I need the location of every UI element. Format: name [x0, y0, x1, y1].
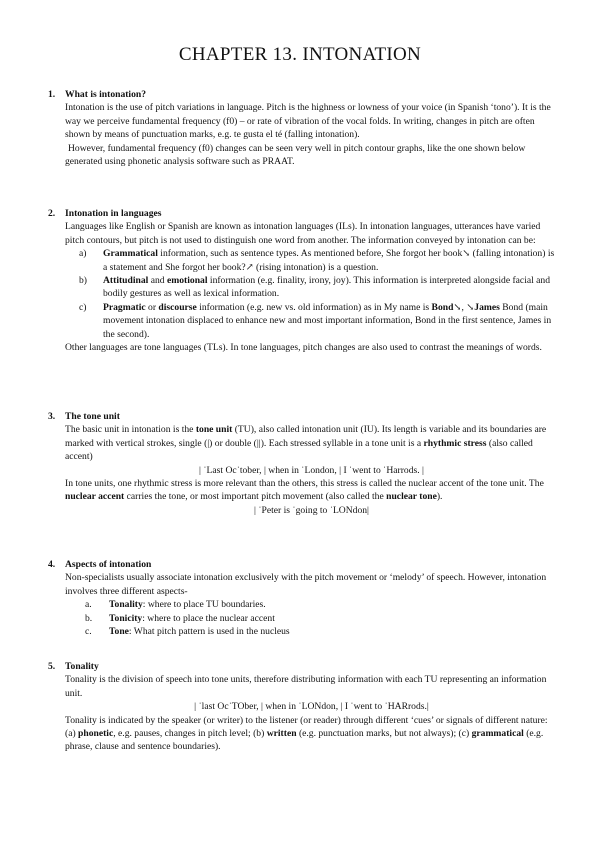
text-run: , e.g. pauses, changes in pitch level; (b)	[113, 728, 267, 740]
term: discourse	[158, 301, 197, 313]
list-label: c)	[79, 301, 87, 313]
text-run: (also called accent)	[65, 437, 533, 463]
section-title: Tonality	[65, 661, 99, 672]
section-number: 5.	[48, 661, 56, 672]
example-transcription: | ˈlast OcˈTOber, | when in ˈLONdon, | I ˈwent to ˈHARrods.|	[194, 701, 429, 713]
chapter-title: CHAPTER 13. INTONATION	[178, 44, 422, 65]
section-heading	[48, 558, 558, 571]
item-text: : where to place the nuclear accent	[142, 612, 275, 624]
term: rhythmic stress	[423, 437, 487, 449]
list-item	[65, 612, 558, 625]
paragraph	[65, 423, 558, 463]
term: Tonicity	[109, 612, 143, 624]
text-run: (TU), also called intonation unit (IU). Its length is variable and its boundaries are marked with vertical strokes, single (|) or double (||). Each stressed syllable in a tone unit is a	[65, 424, 547, 449]
paragraph: Tonality is the division of speech into tone units, therefore distributing information with each TU representing an information unit.	[65, 674, 547, 699]
term: written	[266, 728, 297, 740]
section-title: What is intonation?	[65, 89, 147, 100]
term: nuclear tone	[386, 491, 437, 503]
item-text: : What pitch pattern is used in the nucleus	[128, 626, 290, 638]
paragraph: Intonation is the use of pitch variations in language. Pitch is the highness or lowness of your voice (in Spanish ‘tono’). It is the way we perceive fundamental frequency (f0) – or rate of vibration of the vocal folds. In writing, changes in pitch are often shown by means of punctuation marks, e.g. te gusta el té (falling intonation).	[65, 102, 551, 141]
term: phonetic	[78, 728, 114, 740]
example-transcription: | ˈLast Ocˈtober, | when in ˈLondon, | I ˈwent to ˈHarrods. |	[199, 464, 424, 476]
item-text: and	[148, 275, 167, 287]
section-heading	[48, 207, 558, 220]
term: grammatical	[471, 728, 524, 740]
list-label: b)	[79, 275, 87, 287]
list-label: a.	[85, 599, 92, 611]
section-number: 2.	[48, 208, 56, 219]
text-run: carries the tone, or most important pitch movement (also called the	[124, 491, 387, 503]
section-number: 3.	[48, 411, 56, 422]
item-text: information (e.g. finality, irony, joy). This information is interpreted alongside facial and bodily gestures as well as lexical information.	[103, 275, 551, 300]
section-5	[48, 660, 558, 754]
example-transcription: | ˈPeter is ˈgoing to ˈLONdon|	[254, 504, 369, 516]
paragraph: Non-specialists usually associate intonation exclusively with the pitch movement or ‘melody’ of speech. However, intonation involves three different aspects-	[65, 572, 547, 597]
section-1	[48, 88, 558, 168]
section-number: 4.	[48, 559, 56, 570]
paragraph: Other languages are tone languages (TLs). In tone languages, pitch changes are also used to contrast the meanings of words.	[65, 342, 542, 354]
paragraph	[65, 477, 558, 504]
text-run: ).	[436, 491, 443, 503]
list-item	[65, 247, 558, 274]
section-title: Intonation in languages	[65, 208, 162, 219]
section-title: The tone unit	[65, 411, 120, 422]
item-text: Bond (main movement intonation displaced to enhance new and most important information, Bond in the first sentence, James in the second).	[103, 301, 552, 340]
paragraph: Languages like English or Spanish are known as intonation languages (ILs). In intonation languages, utterances have varied pitch contours, but pitch is not used to distinguish one word from another. The information conveyed by intonation can be:	[65, 221, 541, 246]
section-heading	[48, 660, 558, 673]
list-item	[65, 274, 558, 301]
term: Grammatical	[103, 248, 158, 260]
item-text: : where to place TU boundaries.	[142, 599, 266, 611]
section-heading	[48, 88, 558, 101]
list-item	[65, 598, 558, 611]
section-heading	[48, 410, 558, 423]
paragraph	[65, 714, 558, 754]
info-list	[65, 247, 558, 341]
term: nuclear accent	[65, 491, 125, 503]
text-run: (e.g. phrase, clause and sentence boundaries).	[65, 728, 544, 753]
paragraph: However, fundamental frequency (f0) changes can be seen very well in pitch contour graphs, like the one shown below generated using phonetic analysis software such as PRAAT.	[65, 142, 526, 168]
text-run: In tone units, one rhythmic stress is more relevant than the others, this stress is called the nuclear accent of the tone unit. The	[65, 478, 544, 490]
list-label: c.	[85, 626, 92, 638]
list-item	[65, 625, 558, 638]
section-2	[48, 207, 558, 354]
term: Bond	[431, 301, 454, 313]
term: Attitudinal	[103, 275, 149, 287]
section-number: 1.	[48, 89, 56, 100]
item-text: information (e.g. new vs. old information) as in My name is	[196, 301, 432, 313]
text-run: The basic unit in intonation is the	[65, 424, 196, 436]
item-text: ↘, ↘	[453, 301, 475, 313]
aspects-list	[65, 598, 558, 638]
item-text: or	[145, 301, 159, 313]
term: emotional	[166, 275, 208, 287]
text-run: (e.g. punctuation marks, but not always); (c)	[296, 728, 472, 740]
list-label: b.	[85, 612, 93, 624]
term: tone unit	[195, 424, 233, 436]
term: Pragmatic	[103, 301, 146, 313]
section-title: Aspects of intonation	[65, 559, 152, 570]
list-item	[65, 301, 558, 341]
section-3	[48, 410, 558, 517]
text-run: Tonality is indicated by the speaker (or writer) to the listener (or reader) through different ‘cues’ or signals of different nature: (a)	[65, 714, 548, 740]
item-text: information, such as sentence types. As mentioned before, She forgot her book↘ (falling intonation) is a statement and She forgot her book?↗ (rising intonation) is a question.	[103, 248, 555, 273]
term: James	[474, 301, 500, 313]
term: Tone	[109, 626, 129, 638]
section-4	[48, 558, 558, 638]
list-label: a)	[79, 248, 87, 260]
term: Tonality	[109, 599, 143, 611]
